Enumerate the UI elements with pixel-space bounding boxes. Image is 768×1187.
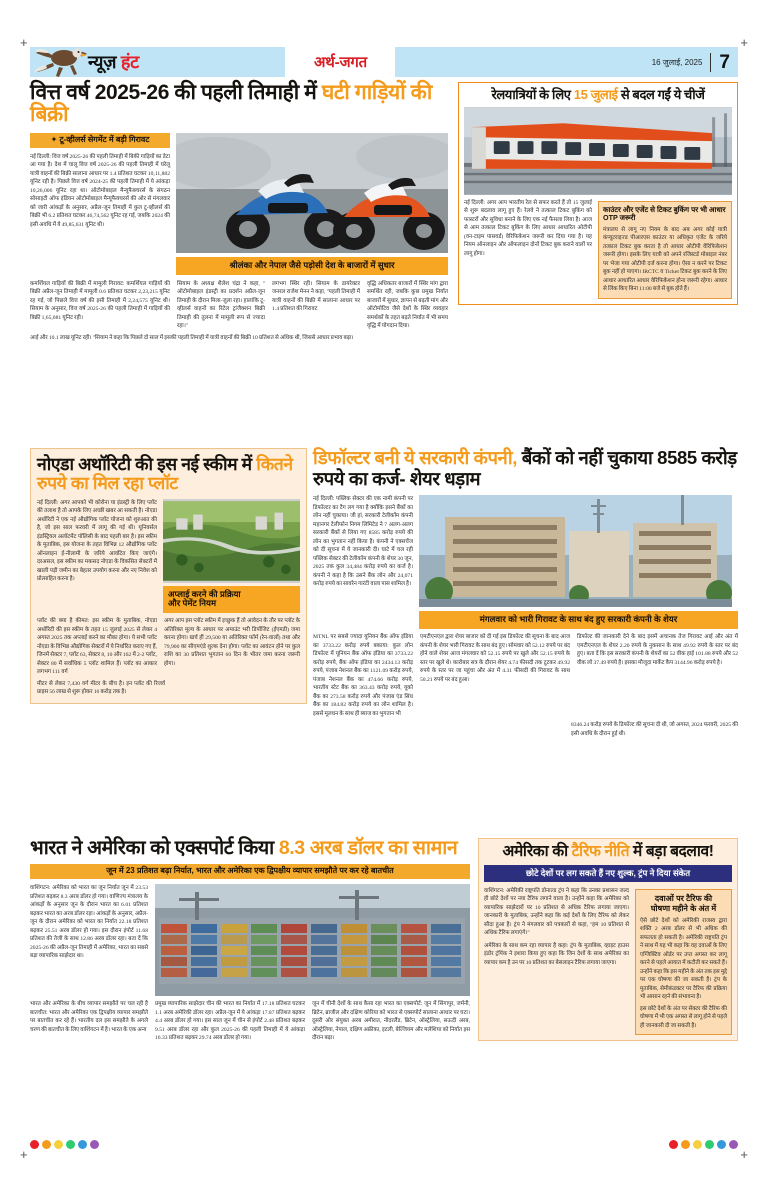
story-tariff-kicker: छोटे देशों पर लग सकते हैं नए शुल्क, ट्रंप ने दिया संकेत — [484, 865, 732, 881]
story-noida-col-1: नई दिल्ली: अगर आपको भी कोरोना या इंडस्ट्री के लिए प्लॉट की तलाश है तो आपके लिए अच्छी खबर आ सकती है। नोएडा अथॉरिटी ने एक नई औद्योगिक प्लॉट योजना को शुरुआत की है, जो इस साल फरवरी में लागू की गई थी। यूनिवर्सल इंडस्ट्रियल अलॉटमेंट पॉलिसी के बाद पहली बार है। इस स्कीम के मुताबिक, इस योजना के तहत विभिन्न 12 औद्योगिक प्लॉट ऑनलाइन ई-नीलामी के जरिये आवंटित किए जाएंगे। दरअसल, इस स्कीम का मकसद नोएडा के विकसित सेक्टरों में खाली पड़ी जमीन का बेहतर उपयोग करना और नए निवेश को प्रोत्साहित करना है। — [37, 499, 157, 582]
story-noida-photo — [163, 499, 300, 583]
crop-mark-bottom-left: + — [20, 1147, 28, 1162]
story-export-col-3: प्रमुख व्यापारिक साझेदार चीन की भारत का निर्यात में 17.18 प्रतिशत घटकर 1.1 अरब अमेरिकी डॉलर रहा। अप्रैल-जून में ये आंकड़ा 17.87 प्रतिशत बढ़कर 4.4 अरब डॉलर हो गया। इस साल जून में चीन से इंपोर्ट 2.48 प्रतिशत बढ़कर 9.51 अरब डॉलर रहा और कुल 2025-26 की पहली तिमाही में ये आंकड़ा 16.33 प्रतिशत बढ़कर 29.74 अरब डॉलर हो गया। — [155, 1001, 305, 1042]
story-auto-col-3: सियाम के अध्यक्ष शैलेश चंद्रा ने कहा, '' ऑटोमोबाइल इंडस्ट्री का प्रदर्शन अप्रैल-जून तिमाही के दौरान मिला-जुला रहा। हालांकि टू-व्हीलर्स वाहनों का रिटेल ट्रांजैक्शन बिक्री तिमाही की तुलना में मामूली रूप से ज्यादा रहा।'' — [177, 280, 265, 330]
story-noida-col-3: अगर आप इस प्लॉट स्कीम में इच्छुक हैं तो आवेदन के तौर पर प्लॉट के अतिरिक्त मूल्य के आधार पर अमाउंट भरी डिपॉजिट (ईएमडी) जमा करना होगा। खर्च हीं 29,500 या अतिरिक्त फॉर्म (रेन-वालों) तथा और 79,900 का सीएमएंडे शुल्क देना होगा। प्लॉट का आवंटन होने पर कुल राशि का 30 प्रतिशत भुगतान 60 दिन के भीतर जमा करना जरूरी होगा। — [164, 618, 300, 667]
masthead — [30, 47, 738, 77]
story-export-photo — [155, 884, 470, 996]
story-noida-headline: नोएडा अथॉरिटी की इस नई स्कीम में कितने रुपये का मिल रहा प्लॉट — [37, 454, 293, 494]
story-railway-headline: रेलयात्रियों के लिए 15 जुलाई से बदल गईं ये चीजें — [491, 87, 705, 102]
story-railway-otp-title: काउंटर और एजेंट से टिकट बुकिंग पर भी आधार OTP जरूरी — [603, 204, 726, 223]
masthead-section-name: अर्थ-जगत — [285, 47, 395, 77]
story-noida-col-4: मीटर से लेकर 7,430 वर्ग मीटर के बीच है। इन प्लॉट की रिजर्व प्राइस 56 लाख से शुरू होकर 16 करोड़ तक है। — [37, 680, 165, 696]
story-auto-sales — [30, 82, 448, 342]
story-railway-otp-text: मंत्रालय से लागू नए नियम के बाद अब अगर कोई यात्री कंप्यूटराइज्ड पीआरएस काउंटर या अधिकृत एजेंट के जरिये तत्काल टिकट बुक करता है तो आधार ओटीपी वेरिफिकेशन जरूरी होगा। इसके लिए यात्री को अपने रजिस्टर्ड मोबाइल नंबर पर भेजा गया ओटीपी दर्ज करना होगा। ऐसा न करने पर टिकट बुक नहीं हो पाएगा। IRCTC व Ticket टिकट बुक करने के लिए आधार आधारित आधार वेरिफिकेशन होना जरूरी रहेगा। आधार से लिंक किए बिना 11:00 बजे से बुक होते हैं। — [603, 226, 727, 293]
story-auto-col-5: वृद्धि अधिकतर बाजारों में स्थिर मांग द्वारा समर्थित रही, जबकि कुछ प्रमुख निर्यात बाजारों में सुधार, ज्ञापन से बढ़ती मांग और ऑटोमोटिव जैसे देशों के स्थिर व्यवहार समर्थकों के तहत बढ़ते निर्यात में भी समय वृद्धि में योगदान दिया। — [367, 280, 448, 330]
story-export-headline: भारत ने अमेरिका को एक्सपोर्ट किया 8.3 अरब डॉलर का सामान — [30, 837, 458, 859]
story-tariff-policy — [478, 838, 738, 1041]
story-railway-photo — [464, 107, 732, 195]
story-tariff-drug-title: दवाओं पर टैरिफ की घोषणा महीने के अंत में — [650, 893, 717, 913]
crop-mark-top-left: + — [20, 35, 28, 50]
story-mtnl-headline: डिफॉल्टर बनी ये सरकारी कंपनी, बैंकों को नहीं चुकाया 8585 करोड़ रुपये का कर्ज- शेयर धड़ाम — [313, 447, 737, 489]
story-auto-kicker: ✦ टू-व्हीलर्स सेगमेंट में बड़ी गिरावट — [30, 133, 170, 148]
story-mtnl-col-4: डिफॉल्ट की जानकारी देने के बाद इसमें अचानक तेज गिरावट आई और अंत में एमटीएनएल के शेयर 2.20 रुपये के नुकसान के साथ 49.92 रुपये के स्तर पर बंद हुए। बता दें कि इस सरकारी कंपनी के शेयरों का 52 वीक हाई 101.88 रुपये और 52 वीक लो 37.49 रुपये है। इसका मौजूदा मार्केट कैप 3144.96 करोड़ रुपये है। — [577, 634, 738, 666]
story-mtnl-col-3: एमटीएनएल द्वारा शेयर बाजार को दी गई इस डिफॉल्ट की सूचना के बाद आज कंपनी के शेयर भारी गिरावट के साथ बंद हुए। सोमवार को 52.12 रुपये पर बंद होने वाले शेयर आज मंगलवार को 52.15 रुपये पर खुले और 52.15 रुपये के स्तर पर खुले थे। कारोबार सत्र के दौरान शेयर 4.74 फीसदी तक टूटकर 49.92 रुपये के स्तर पर जा पहुंचा और अंत में 4.31 फीसदी की गिरावट के साथ 50.21 रुपये पर बंद हुआ। — [420, 634, 570, 683]
masthead-date: 16 जुलाई, 2025 — [651, 57, 703, 67]
page-number: 7 — [710, 53, 730, 72]
crop-mark-bottom-right: + — [740, 1147, 748, 1162]
story-export-col-2: भारत और अमेरिका के बीच व्यापार समझौते पर चल रही है बातचीत: भारत और अमेरिका एक द्विपक्षीय व्यापार समझौते पर बातचीत कर रहे हैं। भारतीय दल इस समझौते के अगले चरण की बातचीत के लिए वाशिंगटन में है। भारत के एक अन्य — [30, 1001, 148, 1033]
story-export-col-4: जून में चीनी देशों के साथ कैसा रहा भारत का एक्सपोर्ट: जून में सिंगापुर, जर्मनी, ब्रिटेन, ब्राजील और दक्षिण कोरिया को भारत से एक्सपोर्ट सालाना आधार पर घटा। दूसरी ओर संयुक्त अरब अमीरात, नीदरलैंड, ब्रिटेन, ऑस्ट्रेलिया, सऊदी अरब, ऑस्ट्रेलिया, नेपाल, दक्षिण अफ्रीका, इटली, बेल्जियम और मलेशिया को निर्यात इस दौरान बढ़ा। — [312, 1001, 470, 1042]
story-auto-col-1: नई दिल्ली: वित्त वर्ष 2025-26 की पहली तिमाही में बिकी गाड़ियों का डेटा आ गया है। देश में चालू वित्त वर्ष 2025-26 की पहली तिमाही में घरेलू यात्री वाहनों की बिक्री सालाना आधार पर 1.4 प्रतिशत घटकर 10,11,882 यूनिट रही है। पिछले वित्त वर्ष 2024-25 की पहली तिमाही में ये आंकड़ा 10,26,006 यूनिट रहा था। ऑटोमोबाइल मैन्यूफैक्चरर्स के संगठन सोसाइटी ऑफ इंडियन ऑटोमोबाइल मैन्यूफैक्चरर्स की ओर से मंगलवार को जारी आंकड़ों के अनुसार, अप्रैल-जून तिमाही में कुल टू-व्हीलर्स की बिक्री भी 6.2 प्रतिशत घटकर 46,74,562 यूनिट रह गई, जबकि 2024 की इसी अवधि में ये 49,85,631 यूनिट थी। — [30, 153, 170, 228]
story-tariff-drug-box — [635, 889, 732, 1036]
story-export-kicker: जून में 23 प्रतिशत बढ़ा निर्यात, भारत और अमेरिका एक द्विपक्षीय व्यापार समझौते पर कर रहे बातचीत — [30, 864, 470, 879]
story-railway-rules — [458, 82, 738, 305]
story-tariff-col-2: अमेरिका के साथ कम रहा व्यापार है कहा: ट्रंप के मुताबिक, व्हाइट हाउस इंडोर ट्रंपिंक ने इशारा किया हुए कहा कि जिन देशों के साथ अमेरिका का व्यापार कम है उन पर 10 प्रतिशत का बेसलाइन टैरिफ लगाया जाएगा। — [484, 942, 629, 966]
story-mtnl-photo — [419, 495, 732, 607]
story-mtnl-default — [313, 448, 738, 738]
masthead-logo-block[interactable] — [30, 47, 285, 77]
story-noida-col-2: प्लॉट की क्या है कीमत: इस स्कीम के मुताबिक, नोएडा अथॉरिटी की इस स्कीम के तहत 15 जुलाई 2025 से लेकर 4 अगस्त 2025 तक अप्लाई करने का मौका होगा। ये सभी प्लॉट नोएडा के विभिन्न औद्योगिक सेक्टरों में ये निर्धारित कराए गए हैं, जिनमें सेक्टर 7, प्लॉट 63, सेक्टर 8, 10 और 162 में 2-2 प्लॉट, सेक्टर 80 में सर्वाधिक 5 प्लॉट शामिल हैं। प्लॉट का आकार लगभग 111 वर्ग — [37, 618, 157, 676]
crop-mark-top-right: + — [740, 35, 748, 50]
story-mtnl-caption: मंगलवार को भारी गिरावट के साथ बंद हुए सरकारी कंपनी के शेयर — [419, 611, 738, 629]
story-export-usa — [30, 838, 470, 1043]
story-auto-col-4: लगभग स्थिर रही। सियाम के डायरेक्टर जनरल राजेश मेनन ने कहा, ''पहली तिमाही में यात्री वाहनों की बिक्री में सालाना आधार पर 1.4 प्रतिशत की गिरावट — [272, 280, 360, 313]
story-tariff-col-4: इस छोटे देशों के अंत पर सेक्टर की टैरिफ की घोषणा में भी एक अगस्त से लागू होने से पहले ही जानकारी दी जा सकती है। — [640, 1005, 727, 1029]
story-export-col-1: वाशिंगटन: अमेरिका को भारत का जून निर्यात जून में 23.53 प्रतिशत बढ़कर 8.3 अरब डॉलर हो गया। वाणिज्य मंत्रालय के आंकड़ों के अनुसार जून के दौरान भारत का 6.01 प्रतिशत बढ़कर भारत का अरब डॉलर रहा। आंकड़ों के अनुसार, अप्रैल-जून के दौरान अमेरिका को भारत का निर्यात 22.18 प्रतिशत बढ़कर 25.51 अरब डॉलर हो गया। इस दौरान इंपोर्ट 11.68 प्रतिशत की तेजी के साथ 12.86 अरब डॉलर रहा। बता दें कि 2025-26 की अप्रैल-जून तिमाही में अमेरिका, भारत का सबसे बड़ा व्यापारिक साझेदार था। — [30, 885, 148, 960]
story-mtnl-col-1: नई दिल्ली: पब्लिक सेक्टर की एक नामी कंपनी पर डिफॉल्टर का टैग लग गया है क्योंकि इसने बैंकों का लोन नहीं चुकाया। जी हां, सरकारी टेलीकॉम कंपनी महानगर टेलीफोन निगम लिमिटेड ने 7 अलग-अलग सरकारी बैंकों से लिया गए 8585 करोड़ रुपये की लोन का भुगतान नहीं किया है। कंपनी ने एक्सचेंज को दी सूचना में ये जानकारी दी। घाटे में चल रही पब्लिक सेक्टर की टेलीकॉम कंपनी के शेयर 30 जून, 2025 तक कुल 34,484 करोड़ रुपये का कर्ज है। कंपनी ने कहा है कि उसने बैंक लोन और 24,071 करोड़ रुपये का सावरेन गारंटी वाला पास शामिल है। — [313, 496, 413, 588]
story-mtnl-col-5: 8346.24 करोड़ रुपये के डिफॉल्ट की सूचना दी थी, जो अगस्त, 2024 फरवरी, 2025 की इसी अवधि के दौरान हुई थी। — [571, 722, 738, 737]
story-railway-otp-box — [598, 201, 732, 299]
story-tariff-col-3: ऐसे छोटे देशों को अमेरिकी राजस्व द्वारा शक्ति 2 अरब डॉलर से भी अधिक की सफलता हो सकती है। अमेरिकी राष्ट्रपति ट्रंप ने साथ में यह भी कहा कि वह दवाओं के लिए एग्जिक्टिव ऑर्डर पर उप्त अगस्त कर लागू करने से पहले आयात में कटौती कर सकते हैं। उन्होंने कहा कि इस महीने के अंत तक इस मुद्दे पर एक घोषणा की जा सकती है। ट्रंप के मुताबिक, सेमीकंडक्टर पर टैरिफ की प्रक्रिया भी आसान रहने की संभावना है। — [640, 917, 727, 1001]
running-bird-logo-icon — [34, 41, 92, 77]
story-tariff-headline: अमेरिका की टैरिफ नीति में बड़ा बदलाव! — [502, 843, 714, 860]
story-auto-photo — [176, 133, 448, 253]
footer-registration-dots — [30, 1140, 738, 1149]
story-auto-caption: श्रीलंका और नेपाल जैसे पड़ोसी देश के बाजारों में सुधार — [176, 257, 448, 275]
story-auto-col-2: कमर्शियल गाड़ियों की बिक्री में मामूली गिरावट: कमर्शियल गाड़ियों की बिक्री अप्रैल-जून तिमाही में मामूली 0.6 प्रतिशत घटकर 2,23,215 यूनिट रह गई, जो पिछले वित्त वर्ष की इसी तिमाही में 2,24,575 यूनिट थी। सियाम के अनुसार, वित्त वर्ष 2025-26 की पहली तिमाही में गाड़ियों की बिक्री 1,65,081 यूनिट रही। — [30, 280, 170, 321]
story-railway-col-1: नई दिल्ली: अगर आप भारतीय रेल से सफर करते हैं तो 15 जुलाई से शुरू बदलाव लागू हुए हैं। रेलवे ने तत्काल टिकट बुकिंग को फास्टरों और सुविधा बनाने के लिए एक नई फैसला लिया है। आज से आम तत्काल टिकट बुकिंग के लिए आधार आधारित ओटीपी (वन-टाइम पासवर्ड) वेरिफिकेशन जरूरी कर दिया गया है। यह नियम ऑनलाइन और ऑफलाइन दोनों टिकट बुक कराने वालों पर लागू होगा। — [464, 199, 592, 257]
story-auto-col-6: आई और 10.1 लाख यूनिट रही। ''सियाम ने कहा कि पिछले दो साल में इसकी पहली तिमाही में यात्री वाहनों की बिक्री 10 प्रतिशत से अधिक थी, जिससे आधार प्रभाव बढ़ा। — [30, 334, 354, 341]
masthead-logo-text: न्यूज़ हंट — [88, 52, 139, 72]
story-noida-plots — [30, 448, 307, 704]
masthead-date-block — [395, 47, 738, 77]
story-noida-caption: अप्लाई करने की प्रक्रिया और पेमेंट नियम — [163, 586, 300, 614]
story-mtnl-col-2: MTNL पर सबसे ज्यादा यूनियन बैंक ऑफ इंडिया का 3733.22 करोड़ रुपये बकाया: कुल लोन डिफॉल्ट में यूनियन बैंक ऑफ इंडिया का 3733.22 करोड़ रुपये, बैंक ऑफ इंडिया का 2434.13 करोड़ रुपये, पंजाब नेशनल बैंक का 1121.09 करोड़ रुपये, पंजाब नेशनल बैंक का 474.66 करोड़ रुपये, भारतीय स्टेट बैंक का 363.43 करोड़ रुपये, यूको बैंक का 273.58 करोड़ रुपये और पंजाब एंड सिंध बैंक का 184.82 करोड़ रुपये का लोन शामिल है। इससे मूलधन के साथ ही ब्याज का भुगतान भी — [313, 634, 413, 717]
story-auto-headline: वित्त वर्ष 2025-26 की पहली तिमाही में घटी गाड़ियों की बिक्री — [30, 81, 432, 127]
story-tariff-col-1: वाशिंगटन: अमेरिकी राष्ट्रपति डोनाल्ड ट्रंप ने कहा कि उनका प्रशासन जल्द ही छोटे देशों पर नया टैरिफ लगाने वाला है। उन्होंने कहा कि अमेरिका को व्यापारिक साझेदारों पर 10 प्रतिशत से अधिक टैरिफ लगाया जाएगा। जानकारी के मुताबिक, उन्होंने कहा कि कई देशों के लिए टैरिफ को लेकर सौदा हुआ है। ट्रंप ने मंगलवार को पत्रकारों से कहा, ''हम 10 प्रतिशत से अधिक टैरिफ लगाएंगे।'' — [484, 887, 629, 937]
